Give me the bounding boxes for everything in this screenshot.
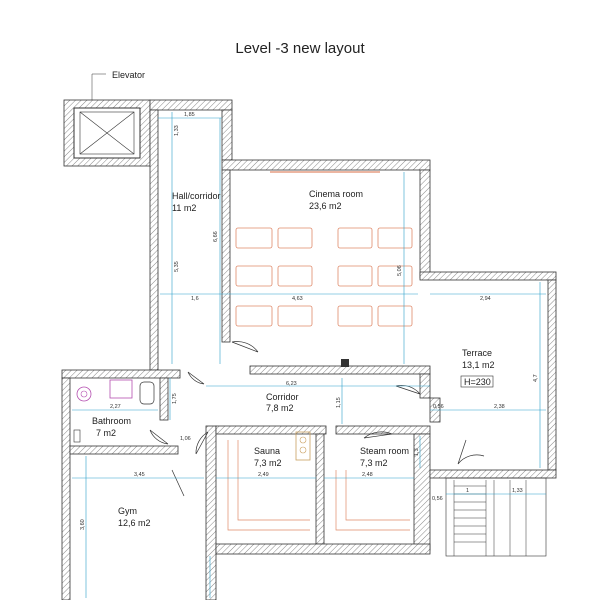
- corridor-area: 7,8 m2: [266, 403, 294, 413]
- terrace-name: Terrace: [462, 348, 493, 358]
- dimension-label: 2,49: [258, 472, 269, 478]
- staircase: [446, 478, 546, 556]
- dimension-label: 4,7: [533, 374, 539, 382]
- hall-right-wall-upper: [222, 110, 232, 160]
- hall-area: 11 m2: [172, 203, 197, 213]
- dimension-label: 1,33: [174, 125, 180, 136]
- stair-top-wall: [430, 470, 556, 478]
- gym-name: Gym: [118, 506, 137, 516]
- bathroom-name: Bathroom: [92, 416, 132, 426]
- dimension-label: 2,27: [110, 404, 121, 410]
- dimension-label: 0,56: [432, 496, 443, 502]
- page-title: Level -3 new layout: [235, 40, 365, 57]
- terrace-top-wall: [420, 272, 556, 280]
- hall-left-wall: [150, 110, 158, 370]
- cinema-left-wall: [222, 170, 230, 342]
- dimension-label: 1,75: [172, 393, 178, 404]
- sauna-area: 7,3 m2: [254, 458, 282, 468]
- bathroom-bottom-wall: [70, 446, 178, 454]
- dimension-label: 3,60: [80, 519, 86, 530]
- dimension-label: 1,6: [191, 296, 199, 302]
- hall-top-wall: [150, 100, 232, 110]
- gym-area: 12,6 m2: [118, 518, 151, 528]
- dimension-label: 5,06: [397, 265, 403, 276]
- dimension-label: 1,3: [414, 448, 420, 456]
- hall-name: Hall/corridor: [172, 191, 221, 201]
- dimension-label: 1: [466, 488, 470, 494]
- elevator-label: Elevator: [112, 70, 146, 80]
- dimension-label: 4,63: [292, 296, 303, 302]
- dimension-label: 1,85: [184, 112, 195, 118]
- sauna-steam-bottom-wall: [216, 544, 430, 554]
- dimension-label: 2,94: [480, 296, 491, 302]
- dimension-label: 5,35: [174, 261, 180, 272]
- dimension-label: 1,33: [512, 488, 523, 494]
- steam-benches: [336, 470, 410, 530]
- dimension-label: 1,06: [180, 436, 191, 442]
- toilet-icon: [140, 382, 154, 404]
- terrace-right-wall: [548, 280, 556, 470]
- dimension-label: 0,56: [433, 404, 444, 410]
- terrace-area: 13,1 m2: [462, 360, 495, 370]
- steam-top-wall: [336, 426, 430, 434]
- sauna-top-wall-left: [216, 426, 326, 434]
- column: [341, 359, 349, 367]
- cinema-name: Cinema room: [309, 189, 364, 199]
- bathroom-right-wall: [160, 378, 168, 420]
- sauna-name: Sauna: [254, 446, 281, 456]
- dimension-label: 6,23: [286, 381, 297, 387]
- dimension-label: 3,45: [134, 472, 145, 478]
- dimension-label: 2,38: [494, 404, 505, 410]
- sauna-left-wall: [206, 426, 216, 600]
- sauna-steam-divider: [316, 434, 324, 544]
- cinema-top-wall: [222, 160, 430, 170]
- terrace-height: H=230: [464, 377, 491, 387]
- basin-icon: [77, 387, 91, 401]
- bathroom-top-wall: [62, 370, 180, 378]
- corridor-name: Corridor: [266, 392, 299, 402]
- dimension-label: 6,66: [213, 231, 219, 242]
- steam-name: Steam room: [360, 446, 410, 456]
- steam-area: 7,3 m2: [360, 458, 388, 468]
- cinema-area: 23,6 m2: [309, 201, 342, 211]
- dimension-label: 2,48: [362, 472, 373, 478]
- dimension-label: 1,15: [336, 397, 342, 408]
- bathroom-area: 7 m2: [96, 428, 117, 438]
- cinema-bottom-wall: [250, 366, 430, 374]
- cinema-right-wall: [420, 170, 430, 278]
- left-outer-wall: [62, 378, 70, 600]
